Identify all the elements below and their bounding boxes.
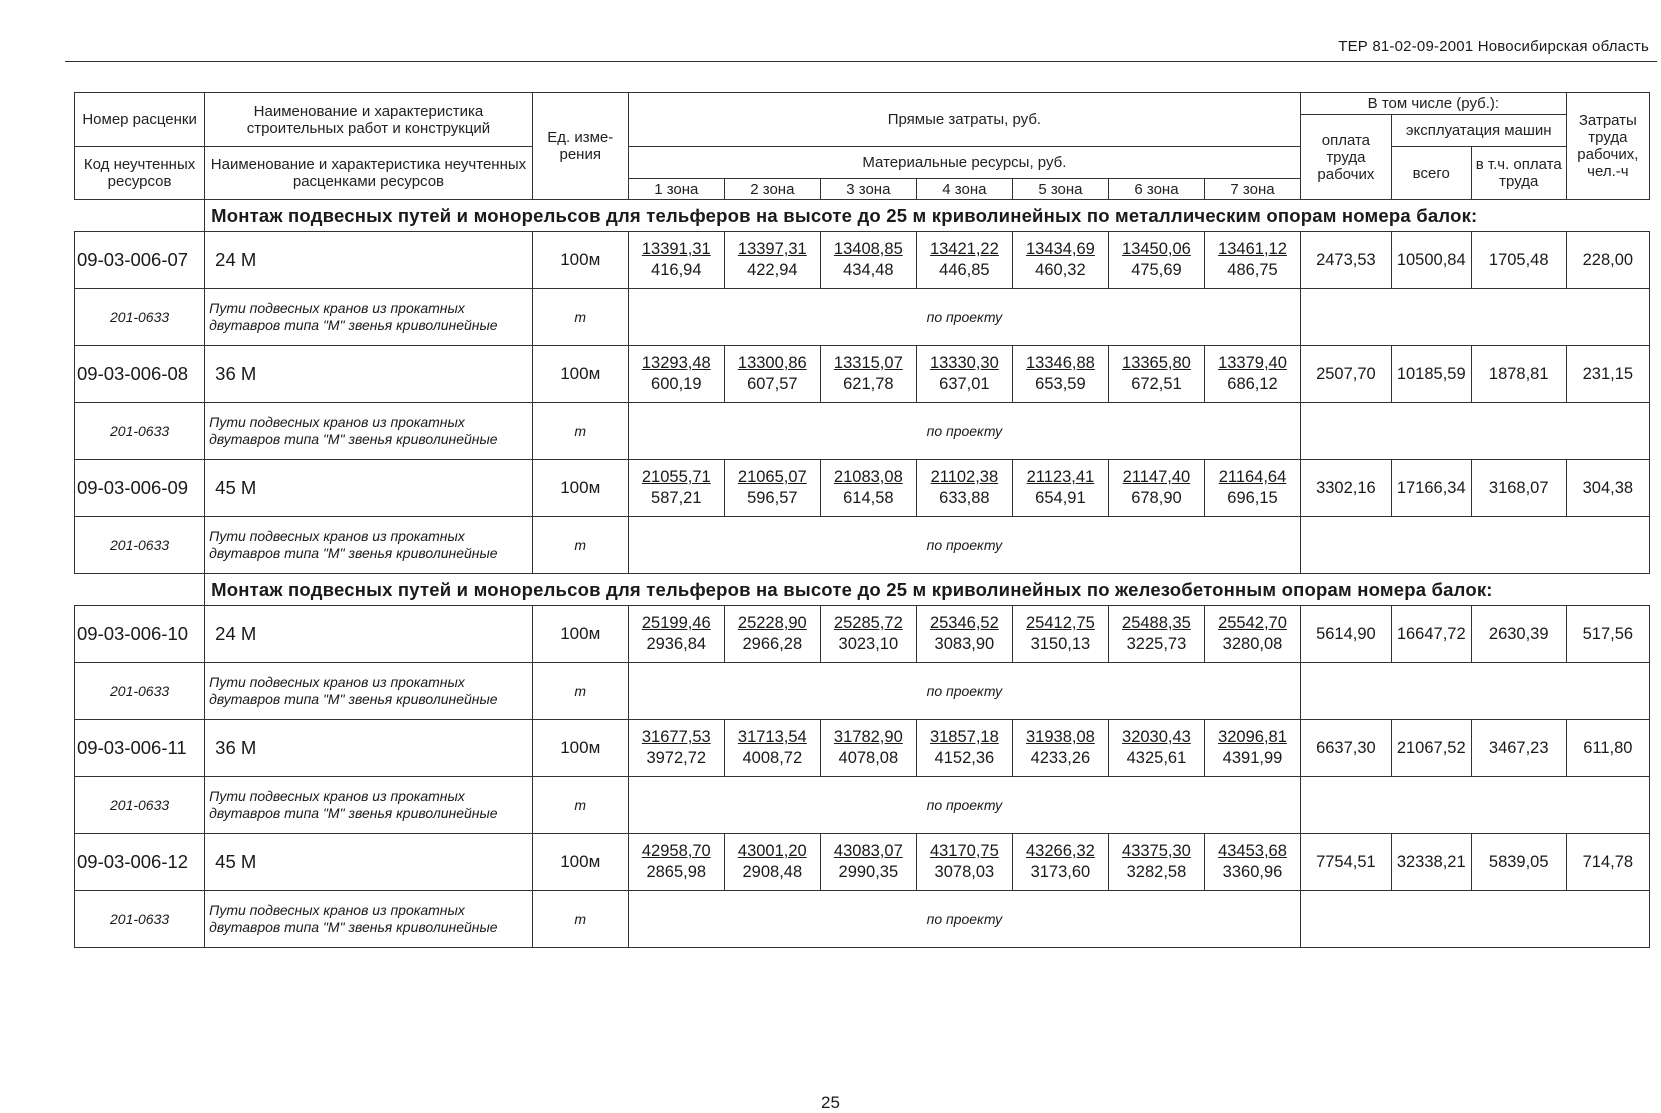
- zone-direct-cost: 13408,85: [833, 240, 903, 258]
- zone-material-cost: 3078,03: [934, 863, 995, 881]
- price-table: [74, 92, 1650, 948]
- zone-price-cell: [724, 232, 820, 289]
- zone-price-cell: [628, 834, 724, 891]
- zone-price-cell: [1204, 232, 1300, 289]
- zone-direct-cost: 31713,54: [737, 728, 807, 746]
- resource-row: [75, 891, 1650, 948]
- section-empty-cell: [75, 200, 205, 232]
- zone-material-cost: 3150,13: [1030, 635, 1091, 653]
- zone-material-cost: 633,88: [939, 489, 990, 507]
- zone-material-cost: 2990,35: [838, 863, 899, 881]
- zone-price-cell: [916, 460, 1012, 517]
- header-rate-number: Номер расценки: [75, 93, 205, 147]
- zone-price-cell: [916, 720, 1012, 777]
- zone-material-cost: 600,19: [651, 375, 702, 393]
- zone-material-cost: 4325,61: [1126, 749, 1187, 767]
- zone-material-cost: 3173,60: [1030, 863, 1091, 881]
- resource-code: 201-0633: [75, 663, 205, 720]
- header-direct-costs: Прямые затраты, руб.: [628, 93, 1300, 147]
- zone-price-cell: [1108, 460, 1204, 517]
- resource-note: по проекту: [628, 777, 1300, 834]
- resource-code: 201-0633: [75, 777, 205, 834]
- resource-empty-cell: [1301, 891, 1650, 948]
- zone-material-cost: 2908,48: [742, 863, 803, 881]
- zone-price-cell: [1012, 346, 1108, 403]
- labor-pay-cell: 2507,70: [1301, 346, 1392, 403]
- machines-total-cell: 21067,52: [1391, 720, 1471, 777]
- resource-name: Пути подвесных кранов из прокатных двутавров типа "М" звенья криволинейные: [205, 403, 533, 460]
- resource-empty-cell: [1301, 289, 1650, 346]
- zone-direct-cost: 21055,71: [641, 468, 711, 486]
- work-name: 24 М: [205, 606, 533, 663]
- labor-costs-cell: 228,00: [1566, 232, 1649, 289]
- unit-cell: 100м: [532, 346, 628, 403]
- section-row: [75, 200, 1650, 232]
- resource-unit: т: [532, 891, 628, 948]
- zone-material-cost: 637,01: [939, 375, 990, 393]
- zone-price-cell: [724, 720, 820, 777]
- resource-unit: т: [532, 517, 628, 574]
- resource-row: [75, 289, 1650, 346]
- zone-direct-cost: 13391,31: [641, 240, 711, 258]
- header-machines-labor: в т.ч. оплата труда: [1471, 147, 1566, 200]
- zone-direct-cost: 21123,41: [1026, 468, 1095, 486]
- machines-labor-cell: 5839,05: [1471, 834, 1566, 891]
- zone-direct-cost: 21083,08: [833, 468, 903, 486]
- rate-code: 09-03-006-10: [75, 606, 205, 663]
- zone-price-cell: [820, 606, 916, 663]
- work-name: 36 М: [205, 720, 533, 777]
- zone-direct-cost: 32030,43: [1122, 728, 1191, 746]
- zone-material-cost: 654,91: [1035, 489, 1086, 507]
- resource-name: Пути подвесных кранов из прокатных двутавров типа "М" звенья криволинейные: [205, 517, 533, 574]
- machines-labor-cell: 1878,81: [1471, 346, 1566, 403]
- zone-direct-cost: 21102,38: [930, 468, 999, 486]
- header-zone: 6 зона: [1108, 179, 1204, 200]
- zone-price-cell: [820, 834, 916, 891]
- machines-total-cell: 16647,72: [1391, 606, 1471, 663]
- zone-direct-cost: 25488,35: [1122, 614, 1191, 632]
- zone-direct-cost: 43453,68: [1218, 842, 1287, 860]
- resource-note: по проекту: [628, 663, 1300, 720]
- labor-pay-cell: 3302,16: [1301, 460, 1392, 517]
- unit-cell: 100м: [532, 606, 628, 663]
- zone-direct-cost: 13397,31: [737, 240, 807, 258]
- machines-labor-cell: 3168,07: [1471, 460, 1566, 517]
- header-zone: 1 зона: [628, 179, 724, 200]
- zone-direct-cost: 13450,06: [1122, 240, 1191, 258]
- resource-note: по проекту: [628, 891, 1300, 948]
- machines-total-cell: 32338,21: [1391, 834, 1471, 891]
- zone-price-cell: [1012, 232, 1108, 289]
- resource-unit: т: [532, 663, 628, 720]
- zone-direct-cost: 13293,48: [641, 354, 711, 372]
- document-header: ТЕР 81-02-09-2001 Новосибирская область: [1338, 38, 1649, 55]
- work-name: 45 М: [205, 460, 533, 517]
- machines-total-cell: 17166,34: [1391, 460, 1471, 517]
- zone-direct-cost: 21065,07: [737, 468, 807, 486]
- zone-direct-cost: 31857,18: [929, 728, 999, 746]
- resource-name: Пути подвесных кранов из прокатных двутавров типа "М" звенья криволинейные: [205, 663, 533, 720]
- zone-material-cost: 4391,99: [1222, 749, 1283, 767]
- zone-material-cost: 4008,72: [742, 749, 803, 767]
- work-name: 24 М: [205, 232, 533, 289]
- zone-direct-cost: 32096,81: [1218, 728, 1287, 746]
- machines-labor-cell: 1705,48: [1471, 232, 1566, 289]
- zone-direct-cost: 13330,30: [929, 354, 999, 372]
- resource-code: 201-0633: [75, 891, 205, 948]
- zone-direct-cost: 43375,30: [1122, 842, 1191, 860]
- zone-material-cost: 416,94: [651, 261, 702, 279]
- header-machines-total: всего: [1391, 147, 1471, 200]
- zone-price-cell: [820, 720, 916, 777]
- zone-direct-cost: 43083,07: [833, 842, 903, 860]
- zone-material-cost: 4233,26: [1030, 749, 1091, 767]
- zone-direct-cost: 13365,80: [1122, 354, 1191, 372]
- resource-name: Пути подвесных кранов из прокатных двутавров типа "М" звенья криволинейные: [205, 891, 533, 948]
- resource-unit: т: [532, 403, 628, 460]
- work-name: 45 М: [205, 834, 533, 891]
- zone-direct-cost: 13461,12: [1218, 240, 1287, 258]
- zone-material-cost: 607,57: [747, 375, 798, 393]
- section-empty-cell: [75, 574, 205, 606]
- rate-code: 09-03-006-08: [75, 346, 205, 403]
- resource-code: 201-0633: [75, 403, 205, 460]
- table-row: [75, 606, 1650, 663]
- header-zone: 3 зона: [820, 179, 916, 200]
- zone-price-cell: [1204, 460, 1300, 517]
- zone-direct-cost: 25285,72: [833, 614, 903, 632]
- resource-name: Пути подвесных кранов из прокатных двутавров типа "М" звенья криволинейные: [205, 777, 533, 834]
- machines-total-cell: 10185,59: [1391, 346, 1471, 403]
- resource-unit: т: [532, 777, 628, 834]
- zone-direct-cost: 25346,52: [929, 614, 999, 632]
- unit-cell: 100м: [532, 834, 628, 891]
- zone-material-cost: 4152,36: [934, 749, 995, 767]
- zone-direct-cost: 31677,53: [641, 728, 711, 746]
- zone-price-cell: [628, 232, 724, 289]
- zone-material-cost: 696,15: [1227, 489, 1278, 507]
- zone-price-cell: [1012, 460, 1108, 517]
- header-labor-costs: Затраты труда рабочих, чел.-ч: [1566, 93, 1649, 200]
- zone-direct-cost: 25412,75: [1025, 614, 1095, 632]
- header-including: В том числе (руб.):: [1301, 93, 1567, 115]
- resource-note: по проекту: [628, 403, 1300, 460]
- zone-material-cost: 3225,73: [1126, 635, 1187, 653]
- rate-code: 09-03-006-07: [75, 232, 205, 289]
- resource-row: [75, 777, 1650, 834]
- resource-code: 201-0633: [75, 289, 205, 346]
- zone-direct-cost: 21147,40: [1122, 468, 1191, 486]
- work-name: 36 М: [205, 346, 533, 403]
- resource-empty-cell: [1301, 403, 1650, 460]
- labor-pay-cell: 6637,30: [1301, 720, 1392, 777]
- zone-material-cost: 434,48: [843, 261, 894, 279]
- zone-direct-cost: 31782,90: [833, 728, 903, 746]
- zone-price-cell: [1012, 720, 1108, 777]
- zone-material-cost: 486,75: [1227, 261, 1278, 279]
- zone-material-cost: 672,51: [1131, 375, 1182, 393]
- zone-price-cell: [1204, 720, 1300, 777]
- resource-note: по проекту: [628, 289, 1300, 346]
- rate-code: 09-03-006-09: [75, 460, 205, 517]
- zone-direct-cost: 43001,20: [737, 842, 807, 860]
- zone-price-cell: [724, 460, 820, 517]
- zone-direct-cost: 42958,70: [641, 842, 711, 860]
- header-labor-pay: оплата труда рабочих: [1301, 115, 1392, 200]
- zone-material-cost: 686,12: [1227, 375, 1278, 393]
- labor-pay-cell: 7754,51: [1301, 834, 1392, 891]
- unit-cell: 100м: [532, 232, 628, 289]
- section-row: [75, 574, 1650, 606]
- zone-material-cost: 475,69: [1131, 261, 1182, 279]
- zone-material-cost: 653,59: [1035, 375, 1086, 393]
- zone-price-cell: [916, 232, 1012, 289]
- zone-price-cell: [628, 606, 724, 663]
- zone-price-cell: [916, 834, 1012, 891]
- table-row: [75, 232, 1650, 289]
- zone-price-cell: [916, 606, 1012, 663]
- resource-row: [75, 663, 1650, 720]
- page-number: 25: [821, 1093, 840, 1112]
- zone-price-cell: [1204, 606, 1300, 663]
- zone-material-cost: 2865,98: [646, 863, 707, 881]
- zone-material-cost: 446,85: [939, 261, 990, 279]
- unit-cell: 100м: [532, 460, 628, 517]
- zone-price-cell: [628, 720, 724, 777]
- zone-price-cell: [1012, 606, 1108, 663]
- zone-direct-cost: 43170,75: [929, 842, 999, 860]
- zone-direct-cost: 13315,07: [833, 354, 903, 372]
- labor-pay-cell: 5614,90: [1301, 606, 1392, 663]
- zone-direct-cost: 31938,08: [1025, 728, 1095, 746]
- header-zone: 4 зона: [916, 179, 1012, 200]
- zone-direct-cost: 25542,70: [1218, 614, 1287, 632]
- zone-material-cost: 614,58: [843, 489, 894, 507]
- zone-price-cell: [724, 606, 820, 663]
- zone-material-cost: 3972,72: [646, 749, 707, 767]
- header-machines: эксплуатация машин: [1391, 115, 1566, 147]
- header-resource-name: Наименование и характеристика неучтенных расценками ресурсов: [205, 147, 533, 200]
- resource-empty-cell: [1301, 517, 1650, 574]
- zone-material-cost: 678,90: [1131, 489, 1182, 507]
- zone-material-cost: 587,21: [651, 489, 702, 507]
- zone-price-cell: [1108, 834, 1204, 891]
- zone-price-cell: [1012, 834, 1108, 891]
- resource-empty-cell: [1301, 663, 1650, 720]
- zone-price-cell: [1204, 346, 1300, 403]
- zone-price-cell: [820, 232, 916, 289]
- zone-material-cost: 3023,10: [838, 635, 899, 653]
- zone-direct-cost: 21164,64: [1218, 468, 1287, 486]
- machines-total-cell: 10500,84: [1391, 232, 1471, 289]
- zone-direct-cost: 13421,22: [929, 240, 999, 258]
- rate-code: 09-03-006-12: [75, 834, 205, 891]
- zone-price-cell: [1108, 346, 1204, 403]
- zone-material-cost: 621,78: [843, 375, 894, 393]
- zone-direct-cost: 13346,88: [1025, 354, 1095, 372]
- header-resource-code: Код неучтенных ресурсов: [75, 147, 205, 200]
- labor-costs-cell: 304,38: [1566, 460, 1649, 517]
- zone-price-cell: [1108, 720, 1204, 777]
- labor-costs-cell: 517,56: [1566, 606, 1649, 663]
- zone-price-cell: [724, 346, 820, 403]
- labor-costs-cell: 231,15: [1566, 346, 1649, 403]
- header-unit: Ед. изме-рения: [532, 93, 628, 200]
- unit-cell: 100м: [532, 720, 628, 777]
- header-zone: 7 зона: [1204, 179, 1300, 200]
- resource-name: Пути подвесных кранов из прокатных двутавров типа "М" звенья криволинейные: [205, 289, 533, 346]
- zone-price-cell: [1108, 606, 1204, 663]
- resource-note: по проекту: [628, 517, 1300, 574]
- labor-costs-cell: 611,80: [1566, 720, 1649, 777]
- zone-price-cell: [820, 346, 916, 403]
- zone-direct-cost: 13379,40: [1218, 354, 1287, 372]
- zone-price-cell: [628, 460, 724, 517]
- rate-code: 09-03-006-11: [75, 720, 205, 777]
- resource-row: [75, 517, 1650, 574]
- zone-material-cost: 596,57: [747, 489, 798, 507]
- labor-costs-cell: 714,78: [1566, 834, 1649, 891]
- zone-price-cell: [1108, 232, 1204, 289]
- header-zone: 2 зона: [724, 179, 820, 200]
- zone-material-cost: 3282,58: [1126, 863, 1187, 881]
- header-divider: [65, 61, 1657, 62]
- header-zone: 5 зона: [1012, 179, 1108, 200]
- labor-pay-cell: 2473,53: [1301, 232, 1392, 289]
- table-row: [75, 346, 1650, 403]
- zone-price-cell: [628, 346, 724, 403]
- table-row: [75, 460, 1650, 517]
- zone-material-cost: 3083,90: [934, 635, 995, 653]
- zone-price-cell: [1204, 834, 1300, 891]
- table-row: [75, 834, 1650, 891]
- zone-material-cost: 2966,28: [742, 635, 803, 653]
- resource-empty-cell: [1301, 777, 1650, 834]
- zone-price-cell: [724, 834, 820, 891]
- zone-material-cost: 460,32: [1035, 261, 1086, 279]
- zone-direct-cost: 13434,69: [1025, 240, 1095, 258]
- header-material-resources: Материальные ресурсы, руб.: [628, 147, 1300, 179]
- machines-labor-cell: 3467,23: [1471, 720, 1566, 777]
- resource-unit: т: [532, 289, 628, 346]
- header-work-name: Наименование и характеристика строительных работ и конструкций: [205, 93, 533, 147]
- table-row: [75, 720, 1650, 777]
- zone-material-cost: 4078,08: [838, 749, 899, 767]
- zone-material-cost: 422,94: [747, 261, 798, 279]
- zone-material-cost: 3360,96: [1222, 863, 1283, 881]
- machines-labor-cell: 2630,39: [1471, 606, 1566, 663]
- resource-code: 201-0633: [75, 517, 205, 574]
- zone-price-cell: [820, 460, 916, 517]
- zone-material-cost: 2936,84: [646, 635, 707, 653]
- zone-direct-cost: 25199,46: [641, 614, 711, 632]
- zone-direct-cost: 13300,86: [737, 354, 807, 372]
- resource-row: [75, 403, 1650, 460]
- zone-material-cost: 3280,08: [1222, 635, 1283, 653]
- section-title: Монтаж подвесных путей и монорельсов для тельферов на высоте до 25 м криволинейных по железобетонным опорам номера балок:: [205, 574, 1650, 606]
- section-title: Монтаж подвесных путей и монорельсов для тельферов на высоте до 25 м криволинейных по металлическим опорам номера балок:: [205, 200, 1650, 232]
- zone-direct-cost: 43266,32: [1025, 842, 1095, 860]
- zone-price-cell: [916, 346, 1012, 403]
- zone-direct-cost: 25228,90: [737, 614, 807, 632]
